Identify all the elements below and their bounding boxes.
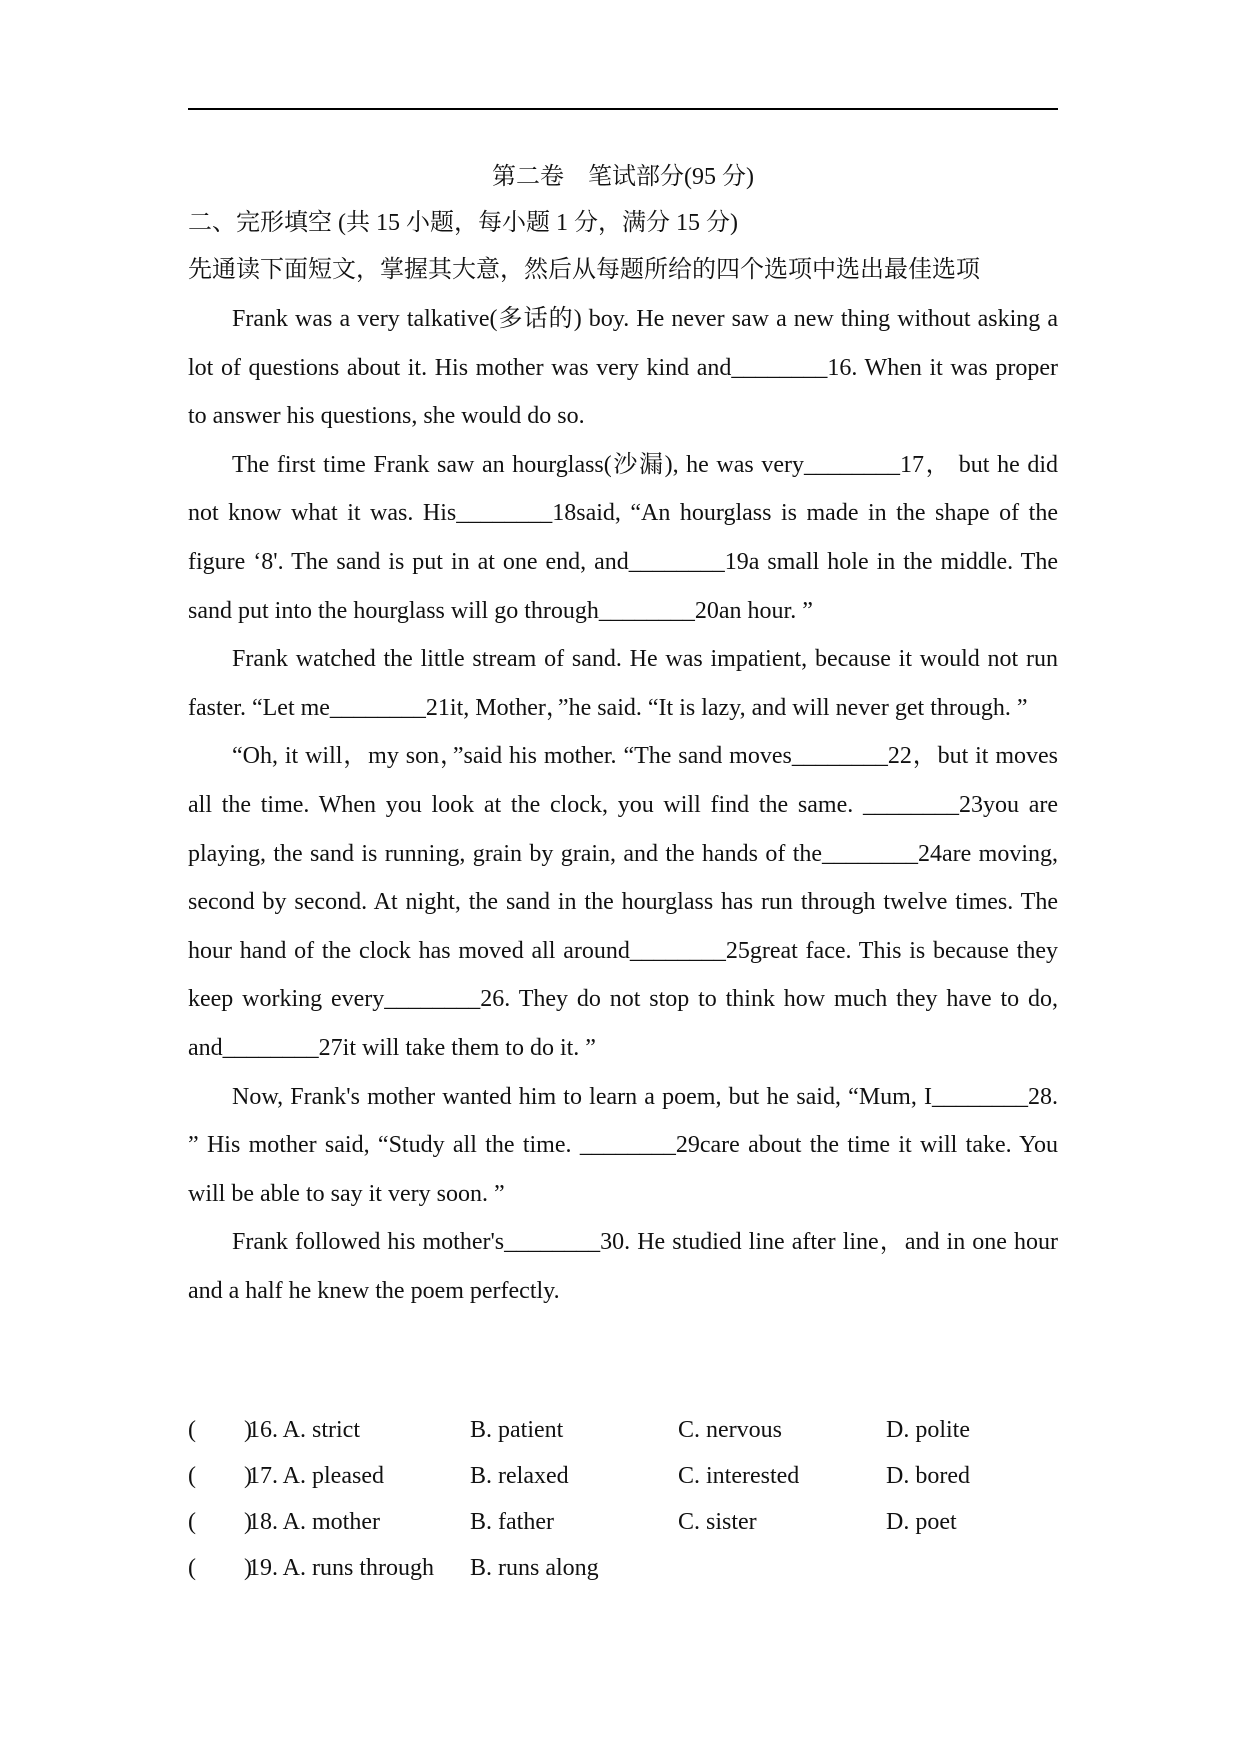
passage-paragraph: Frank watched the little stream of sand. He was impatient, because it would not run faster. “Let me________21it, Mother，”he said. “It is lazy, and will never get through. ” xyxy=(188,646,1058,721)
option-c: C. interested xyxy=(678,1463,800,1489)
answer-blank: ( ) xyxy=(188,1417,252,1443)
section-title: 第二卷 笔试部分(95 分) xyxy=(492,164,754,190)
option-a: 19. A. runs through xyxy=(248,1555,434,1581)
instruction-text: 先通读下面短文，掌握其大意，然后从每题所给的四个选项中选出最佳选项 xyxy=(188,257,980,283)
option-d: D. poet xyxy=(886,1509,957,1535)
option-c xyxy=(678,1545,886,1591)
option-a: 17. A. pleased xyxy=(248,1463,384,1489)
question-options xyxy=(188,1407,1058,1591)
passage-paragraph: Frank was a very talkative(多话的) boy. He never saw a new thing without asking a lot of questions about it. His mother was very kind and________16. When it was proper to answer his questions, she would do so. xyxy=(188,306,1058,430)
answer-blank: ( ) xyxy=(188,1463,252,1489)
question-row xyxy=(188,1545,1058,1591)
passage-paragraph: Now, Frank's mother wanted him to learn a poem, but he said, “Mum, I________28. ” His mother said, “Study all the time. ________29care about the time it will take. You will be able to say it very soon. ” xyxy=(188,1083,1058,1207)
answer-blank: ( ) xyxy=(188,1555,252,1581)
part-heading: 二、完形填空 (共 15 小题，每小题 1 分，满分 15 分) xyxy=(188,210,738,236)
option-b: B. patient xyxy=(470,1417,564,1443)
header-rule xyxy=(188,108,1058,110)
question-row xyxy=(188,1453,1058,1499)
question-row xyxy=(188,1499,1058,1545)
answer-blank: ( ) xyxy=(188,1509,252,1535)
passage-paragraph: “Oh, it will，my son，”said his mother. “The sand moves________22，but it moves all the time. When you look at the clock, you will find the same. ________23you are playing, the sand is running, grain by grain, and the hands of the________24are moving, second by second. At night, the sand in the hourglass has run through twelve times. The hour hand of the clock has moved all around________25great face. This is because they keep working every________26. They do not stop to think how much they have to do, and________27it will take them to do it. ” xyxy=(188,743,1058,1061)
option-d: D. polite xyxy=(886,1417,970,1443)
option-d xyxy=(886,1545,1056,1591)
cloze-passage xyxy=(188,295,1058,1315)
option-b: B. relaxed xyxy=(470,1463,569,1489)
option-c: C. sister xyxy=(678,1509,757,1535)
option-b: B. father xyxy=(470,1509,554,1535)
passage-paragraph: The first time Frank saw an hourglass(沙漏), he was very________17， but he did not know what it was. His________18said, “An hourglass is made in the shape of the figure ‘8'. The sand is put in at one end, and________19a small hole in the middle. The sand put into the hourglass will go through________20an hour. ” xyxy=(188,451,1058,624)
option-b: B. runs along xyxy=(470,1555,599,1581)
option-d: D. bored xyxy=(886,1463,970,1489)
option-a: 18. A. mother xyxy=(248,1509,380,1535)
option-a: 16. A. strict xyxy=(248,1417,360,1443)
question-row xyxy=(188,1407,1058,1453)
option-c: C. nervous xyxy=(678,1417,782,1443)
passage-paragraph: Frank followed his mother's________30. He studied line after line，and in one hour and a half he knew the poem perfectly. xyxy=(188,1229,1058,1304)
